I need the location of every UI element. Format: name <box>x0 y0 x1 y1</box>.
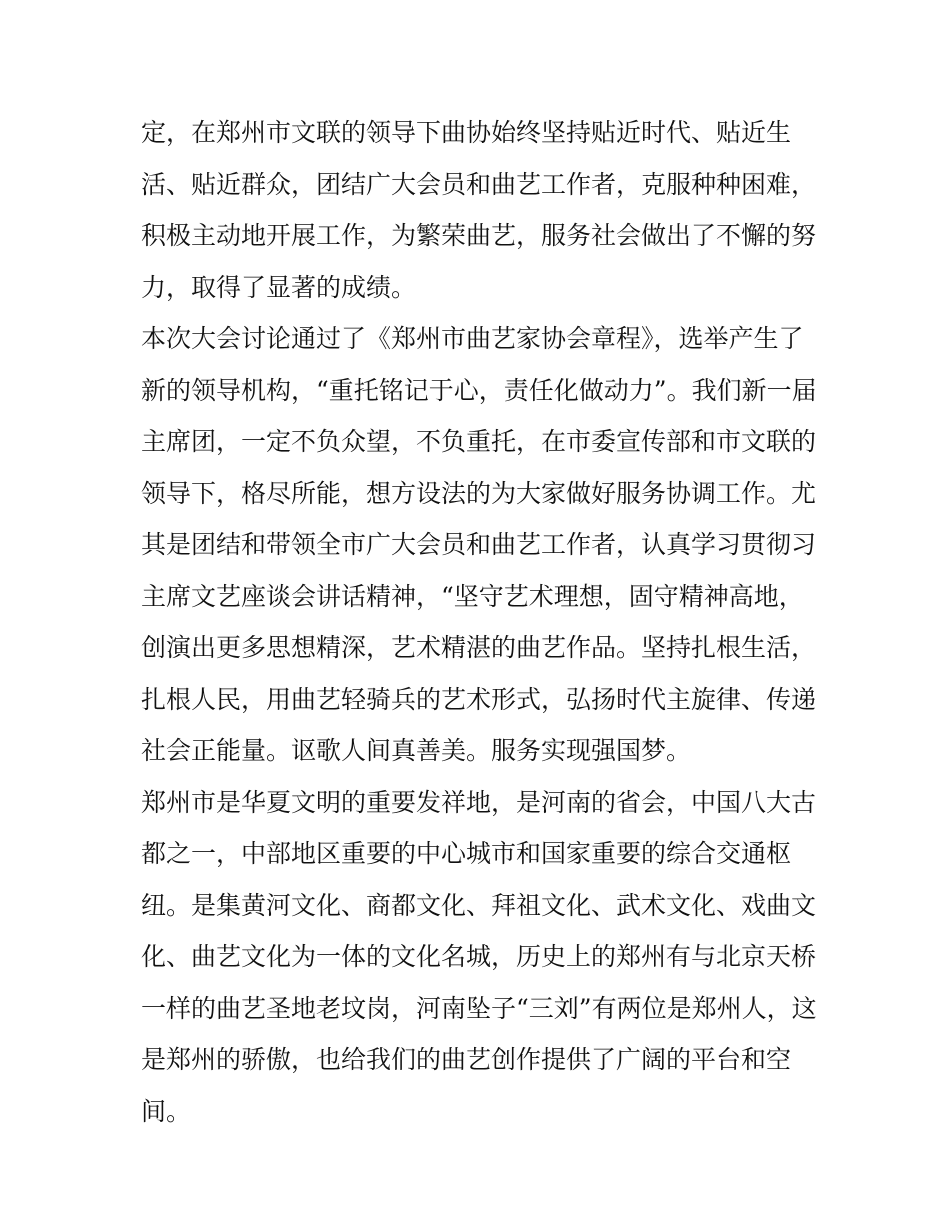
text-line: 化、曲艺文化为一体的文化名城，历史上的郑州有与北京天桥 <box>141 942 817 971</box>
text-line: 定，在郑州市文联的领导下曲协始终坚持贴近时代、贴近生 <box>141 118 792 147</box>
text-line: 创演出更多思想精深，艺术精湛的曲艺作品。坚持扎根生活， <box>141 633 817 662</box>
document-body <box>141 107 821 1137</box>
text-line: 领导下，格尽所能，想方设法的为大家做好服务协调工作。尤 <box>141 478 817 508</box>
text-line: 新的领导机构，“重托铭记于心，责任化做动力”。我们新一届 <box>141 375 817 405</box>
text-line: 纽。是集黄河文化、商都文化、拜祖文化、武术文化、戏曲文 <box>141 890 817 920</box>
text-line: 其是团结和带领全市广大会员和曲艺工作者，认真学习贯彻习 <box>141 530 817 559</box>
text-line: 一样的曲艺圣地老坟岗，河南坠子“三刘”有两位是郑州人，这 <box>141 993 817 1023</box>
text-line: 郑州市是华夏文明的重要发祥地，是河南的省会，中国八大古 <box>141 787 817 817</box>
text-line: 积极主动地开展工作，为繁荣曲艺，服务社会做出了不懈的努 <box>141 221 817 250</box>
text-line: 间。 <box>141 1096 192 1126</box>
text-line: 主席文艺座谈会讲话精神，“坚守艺术理想，固守精神高地， <box>141 581 804 611</box>
text-line: 活、贴近群众，团结广大会员和曲艺工作者，克服种种困难， <box>141 169 817 199</box>
text-line: 本次大会讨论通过了《郑州市曲艺家协会章程》，选举产生了 <box>141 324 804 353</box>
text-line: 力，取得了显著的成绩。 <box>141 272 417 302</box>
text-line: 主席团，一定不负众望，不负重托，在市委宣传部和市文联的 <box>141 427 817 456</box>
text-line: 是郑州的骄傲，也给我们的曲艺创作提供了广阔的平台和空 <box>141 1045 792 1074</box>
text-line: 扎根人民，用曲艺轻骑兵的艺术形式，弘扬时代主旋律、传递 <box>141 684 817 714</box>
text-line: 都之一，中部地区重要的中心城市和国家重要的综合交通枢 <box>141 839 792 868</box>
text-line: 社会正能量。讴歌人间真善美。服务实现强国梦。 <box>141 736 692 765</box>
